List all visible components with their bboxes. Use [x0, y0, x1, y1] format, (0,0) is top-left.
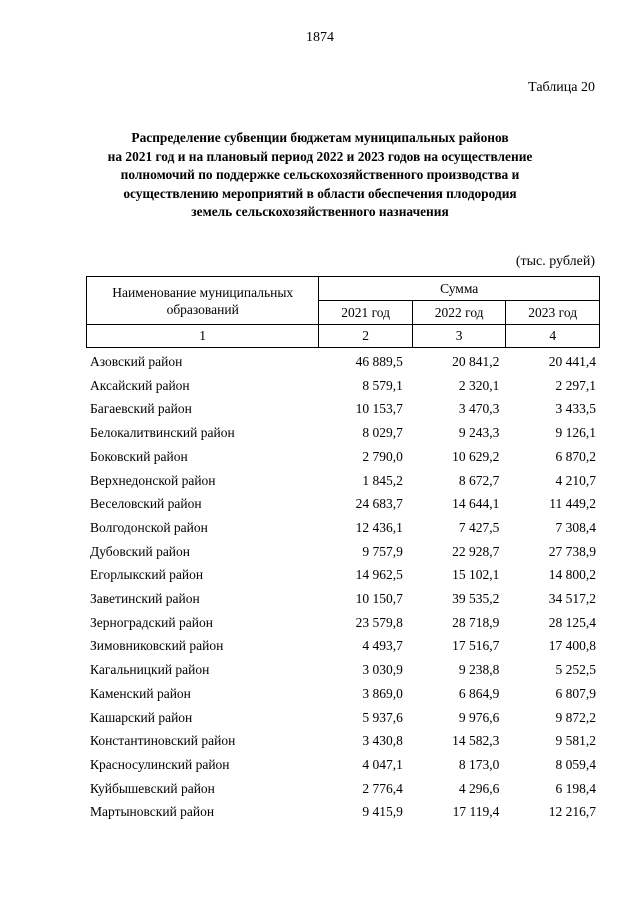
value-2021: 3 869,0 [362, 685, 403, 701]
district-name: Азовский район [90, 354, 183, 369]
value-2021: 46 889,5 [355, 354, 403, 369]
value-2021: 2 776,4 [362, 780, 403, 796]
header-name-column: Наименование муниципальных образований [87, 277, 319, 325]
title-line: на 2021 год и на плановый период 2022 и 2023 годов на осуществление [107, 148, 533, 164]
district-name: Аксайский район [90, 377, 190, 393]
value-2021: 10 153,7 [355, 401, 403, 417]
value-2023: 11 449,2 [549, 496, 596, 512]
header-col-number: 2 [319, 325, 413, 348]
value-2022: 6 864,9 [458, 685, 500, 701]
table-row [86, 469, 600, 493]
district-name: Дубовский район [90, 543, 191, 559]
table-row [86, 421, 600, 445]
header-year-2022: 2022 год [412, 301, 506, 325]
value-2023: 5 252,5 [555, 662, 596, 678]
value-2023: 20 441,4 [548, 354, 596, 369]
value-2021: 3 430,8 [362, 733, 403, 749]
table-body [86, 350, 600, 824]
table-row [86, 492, 600, 516]
district-name: Волгодонской район [90, 519, 208, 535]
district-name: Мартыновский район [90, 804, 215, 820]
table-row [86, 682, 600, 706]
value-2021: 10 150,7 [355, 591, 403, 607]
value-2023: 6 807,9 [555, 685, 596, 701]
value-2023: 6 198,4 [555, 780, 596, 796]
header-col-number: 4 [506, 325, 600, 348]
district-name: Константиновский район [90, 733, 236, 749]
title-line: земель сельскохозяйственного назначения [191, 204, 449, 219]
district-name: Каменский район [90, 685, 191, 701]
value-2022: 8 173,0 [458, 756, 500, 772]
value-2021: 9 415,9 [362, 804, 403, 820]
table-row [86, 658, 600, 682]
table-row [86, 397, 600, 421]
table-row [86, 706, 600, 730]
title-line: осуществлению мероприятий в области обеспечения плодородия [123, 185, 517, 201]
header-year-2021: 2021 год [319, 301, 413, 325]
value-2021: 2 790,0 [362, 448, 403, 464]
value-2022: 28 718,9 [452, 614, 500, 630]
value-2022: 22 928,7 [452, 543, 500, 559]
value-2021: 8 579,1 [362, 377, 403, 393]
value-2023: 4 210,7 [555, 472, 596, 488]
table-row [86, 777, 600, 801]
district-name: Зимовниковский район [90, 638, 224, 654]
value-2022: 7 427,5 [458, 519, 500, 535]
district-name: Егорлыкский район [90, 567, 204, 583]
value-2023: 12 216,7 [548, 804, 596, 820]
district-name: Заветинский район [90, 591, 200, 607]
title-line: Распределение субвенции бюджетам муниципальных районов [131, 130, 509, 145]
value-2023: 9 872,2 [555, 709, 596, 725]
value-2022: 8 672,7 [458, 472, 500, 488]
value-2023: 8 059,4 [555, 756, 596, 772]
table-row [86, 540, 600, 564]
value-2022: 39 535,2 [452, 591, 500, 607]
table-row [86, 516, 600, 540]
value-2023: 3 433,5 [555, 401, 596, 417]
table-label: Таблица 20 [528, 80, 595, 95]
district-name: Боковский район [90, 448, 188, 464]
value-2023: 34 517,2 [548, 591, 596, 607]
value-2022: 20 841,2 [452, 354, 500, 369]
value-2022: 9 238,8 [458, 662, 500, 678]
district-name: Куйбышевский район [90, 780, 215, 796]
table-row [86, 445, 600, 469]
value-2023: 9 581,2 [555, 733, 596, 749]
table-row [86, 350, 600, 374]
value-2023: 27 738,9 [548, 543, 596, 559]
value-2022: 3 470,3 [458, 401, 500, 417]
table-row [86, 753, 600, 777]
table-row [86, 611, 600, 635]
table-row [86, 563, 600, 587]
table-row [86, 800, 600, 824]
header-sum: Сумма [319, 277, 600, 301]
page-number: 1874 [306, 30, 334, 45]
table-header [86, 276, 600, 348]
value-2022: 17 516,7 [452, 638, 500, 654]
header-col-number: 3 [412, 325, 506, 348]
value-2023: 17 400,8 [548, 638, 596, 654]
value-2022: 2 320,1 [458, 377, 500, 393]
value-2023: 28 125,4 [548, 614, 596, 630]
units-label: (тыс. рублей) [515, 254, 595, 269]
table-row [86, 587, 600, 611]
header-col-number: 1 [87, 325, 319, 348]
value-2023: 6 870,2 [555, 448, 596, 464]
district-name: Багаевский район [90, 401, 192, 417]
data-table [86, 350, 600, 824]
value-2022: 15 102,1 [452, 567, 500, 583]
value-2021: 1 845,2 [362, 472, 403, 488]
value-2021: 8 029,7 [362, 425, 403, 441]
table-row [86, 634, 600, 658]
value-2023: 7 308,4 [555, 519, 596, 535]
value-2021: 4 047,1 [362, 756, 403, 772]
header-year-2023: 2023 год [506, 301, 600, 325]
value-2021: 9 757,9 [362, 543, 403, 559]
value-2022: 17 119,4 [452, 804, 500, 820]
district-name: Белокалитвинский район [90, 425, 235, 441]
value-2021: 14 962,5 [355, 567, 403, 583]
value-2021: 24 683,7 [355, 496, 403, 512]
value-2022: 4 296,6 [458, 780, 500, 796]
value-2021: 3 030,9 [362, 662, 403, 678]
value-2021: 23 579,8 [355, 614, 403, 630]
table-row [86, 374, 600, 398]
table-row [86, 729, 600, 753]
value-2023: 9 126,1 [555, 425, 596, 441]
document-title [60, 129, 580, 222]
district-name: Веселовский район [90, 496, 202, 512]
value-2021: 12 436,1 [355, 519, 403, 535]
district-name: Верхнедонской район [90, 472, 216, 488]
district-name: Кашарский район [90, 709, 193, 725]
value-2021: 4 493,7 [362, 638, 403, 654]
value-2022: 9 243,3 [458, 425, 500, 441]
title-line: полномочий по поддержке сельскохозяйственного производства и [120, 167, 520, 182]
value-2022: 14 644,1 [452, 496, 500, 512]
district-name: Красносулинский район [90, 756, 230, 772]
value-2022: 10 629,2 [452, 448, 500, 464]
district-name: Кагальницкий район [90, 662, 210, 678]
value-2023: 14 800,2 [548, 567, 596, 583]
district-name: Зерноградский район [90, 614, 213, 630]
value-2022: 14 582,3 [452, 733, 500, 749]
value-2022: 9 976,6 [458, 709, 500, 725]
value-2023: 2 297,1 [555, 377, 596, 393]
value-2021: 5 937,6 [362, 709, 403, 725]
